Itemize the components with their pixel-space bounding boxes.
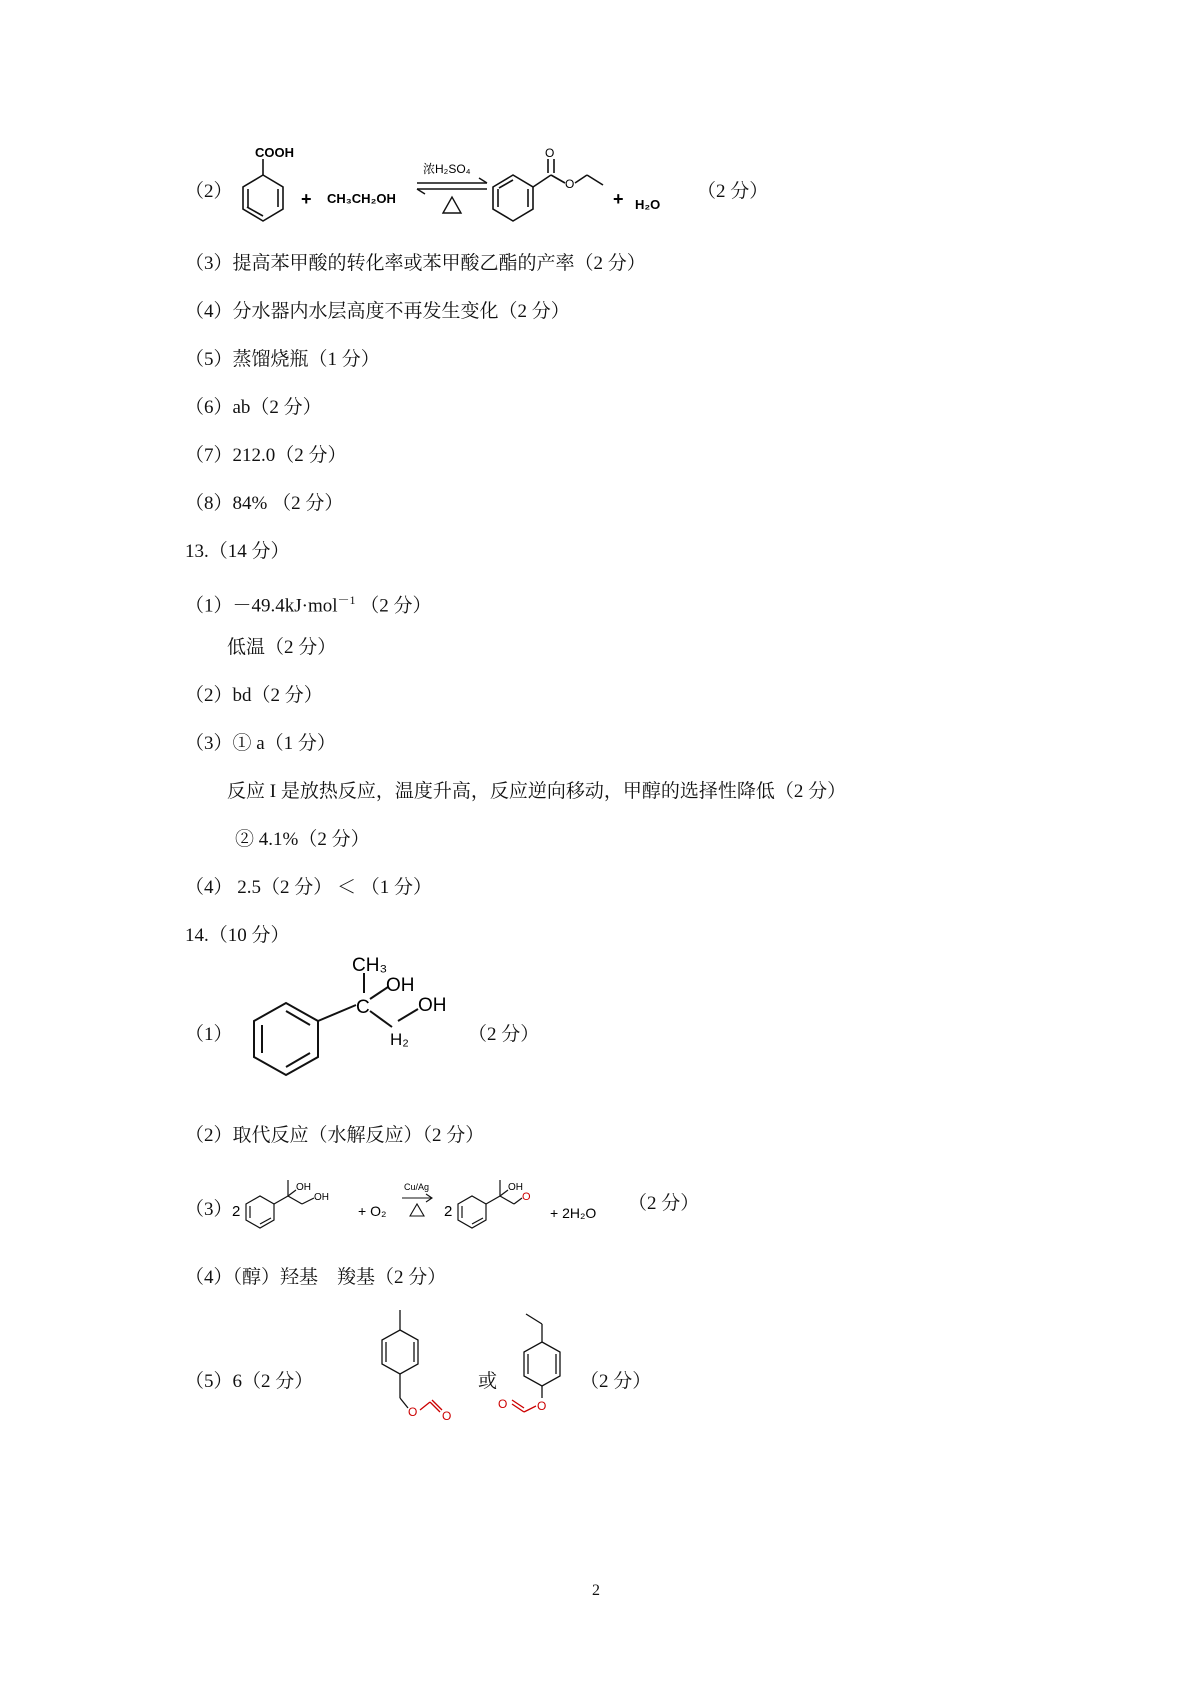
q13-p1b: 低温（2 分）	[227, 637, 337, 658]
diol-structure-diagram	[228, 955, 478, 1095]
ethyl-benzoate-structure	[493, 159, 603, 221]
reaction-arrow-icon	[402, 1194, 432, 1216]
q12-p2-label: （2）	[185, 181, 233, 202]
esterification-reaction-diagram	[225, 145, 745, 235]
q13-p3b: 反应 I 是放热反应，温度升高，反应逆向移动，甲醇的选择性降低（2 分）	[227, 781, 847, 802]
o-label-b2: O	[498, 1397, 508, 1411]
oh-label-b: OH	[314, 1192, 329, 1203]
q13-header: 13.（14 分）	[185, 541, 290, 562]
q14-p5-score: （2 分）	[580, 1371, 652, 1392]
plus-sign-1: +	[301, 189, 312, 209]
isomer-structure-b	[490, 1308, 590, 1448]
q12-p8: （8）84% （2 分）	[185, 493, 344, 514]
aldehyde-o-label: O	[522, 1191, 531, 1203]
q14-p5-label: （5）6（2 分）	[185, 1371, 314, 1392]
equilibrium-arrow-icon	[417, 178, 487, 213]
q12-p4: （4）分水器内水层高度不再发生变化（2 分）	[185, 301, 570, 322]
ester-o-label: O	[565, 177, 575, 191]
o-label-b1: O	[537, 1399, 547, 1413]
q12-p3: （3）提高苯甲酸的转化率或苯甲酸乙酯的产率（2 分）	[185, 253, 646, 274]
q14-p3-score: （2 分）	[628, 1193, 700, 1214]
q12-p7: （7）212.0（2 分）	[185, 445, 347, 466]
cooh-label: COOH	[255, 145, 294, 160]
catalyst-label-cuag: Cu/Ag	[404, 1182, 430, 1192]
oh-label-a: OH	[296, 1182, 311, 1193]
oh-label-c: OH	[508, 1182, 523, 1193]
q12-p5: （5）蒸馏烧瓶（1 分）	[185, 349, 380, 370]
q13-p1-exponent: －1	[337, 593, 356, 607]
q13-p2: （2）bd（2 分）	[185, 685, 323, 706]
plus-sign-2: +	[613, 189, 624, 209]
carbonyl-o-label: O	[545, 146, 555, 160]
oh-label-1: OH	[386, 975, 415, 996]
ethanol-label: CH₃CH₂OH	[327, 191, 396, 206]
q14-p5-or: 或	[478, 1371, 498, 1392]
page-number: 2	[592, 1582, 600, 1599]
water-label: H₂O	[635, 197, 661, 212]
q12-p6: （6）ab（2 分）	[185, 397, 322, 418]
catalyst-label: 浓H₂SO₄	[423, 162, 471, 176]
oh-label-2: OH	[418, 995, 447, 1016]
coefficient-2a: 2	[232, 1203, 241, 1220]
q13-p4: （4） 2.5（2 分） ＜ （1 分）	[185, 877, 433, 898]
isomer-structure-a	[370, 1308, 480, 1448]
q13-p3c: ② 4.1%（2 分）	[235, 829, 370, 850]
coefficient-2b: 2	[444, 1203, 453, 1220]
q14-p1-score: （2 分）	[468, 1024, 540, 1045]
q13-p3a: （3）① a（1 分）	[185, 733, 336, 754]
q14-p2: （2）取代反应（水解反应）（2 分）	[185, 1125, 485, 1146]
q14-header: 14.（10 分）	[185, 925, 290, 946]
q14-p1-label: （1）	[185, 1024, 233, 1045]
q13-p1	[185, 588, 432, 618]
q13-p1-score: （2 分）	[360, 595, 432, 617]
q13-p1-value: （1）－49.4kJ·mol	[185, 595, 338, 617]
o-label-a1: O	[408, 1405, 418, 1419]
benzoic-acid-structure	[243, 159, 283, 221]
o-label-a2: O	[442, 1409, 452, 1423]
ch3-label: CH₃	[352, 955, 388, 976]
q14-p4: （4）（醇）羟基 羧基（2 分）	[185, 1267, 447, 1288]
oxygen-reactant: + O₂	[358, 1203, 387, 1219]
water-product: + 2H₂O	[550, 1205, 597, 1221]
carbon-label: C	[356, 997, 370, 1018]
q12-p2-score: （2 分）	[697, 181, 769, 202]
q14-p3-label: （3）	[185, 1199, 233, 1220]
ch2-label: H₂	[390, 1030, 409, 1049]
